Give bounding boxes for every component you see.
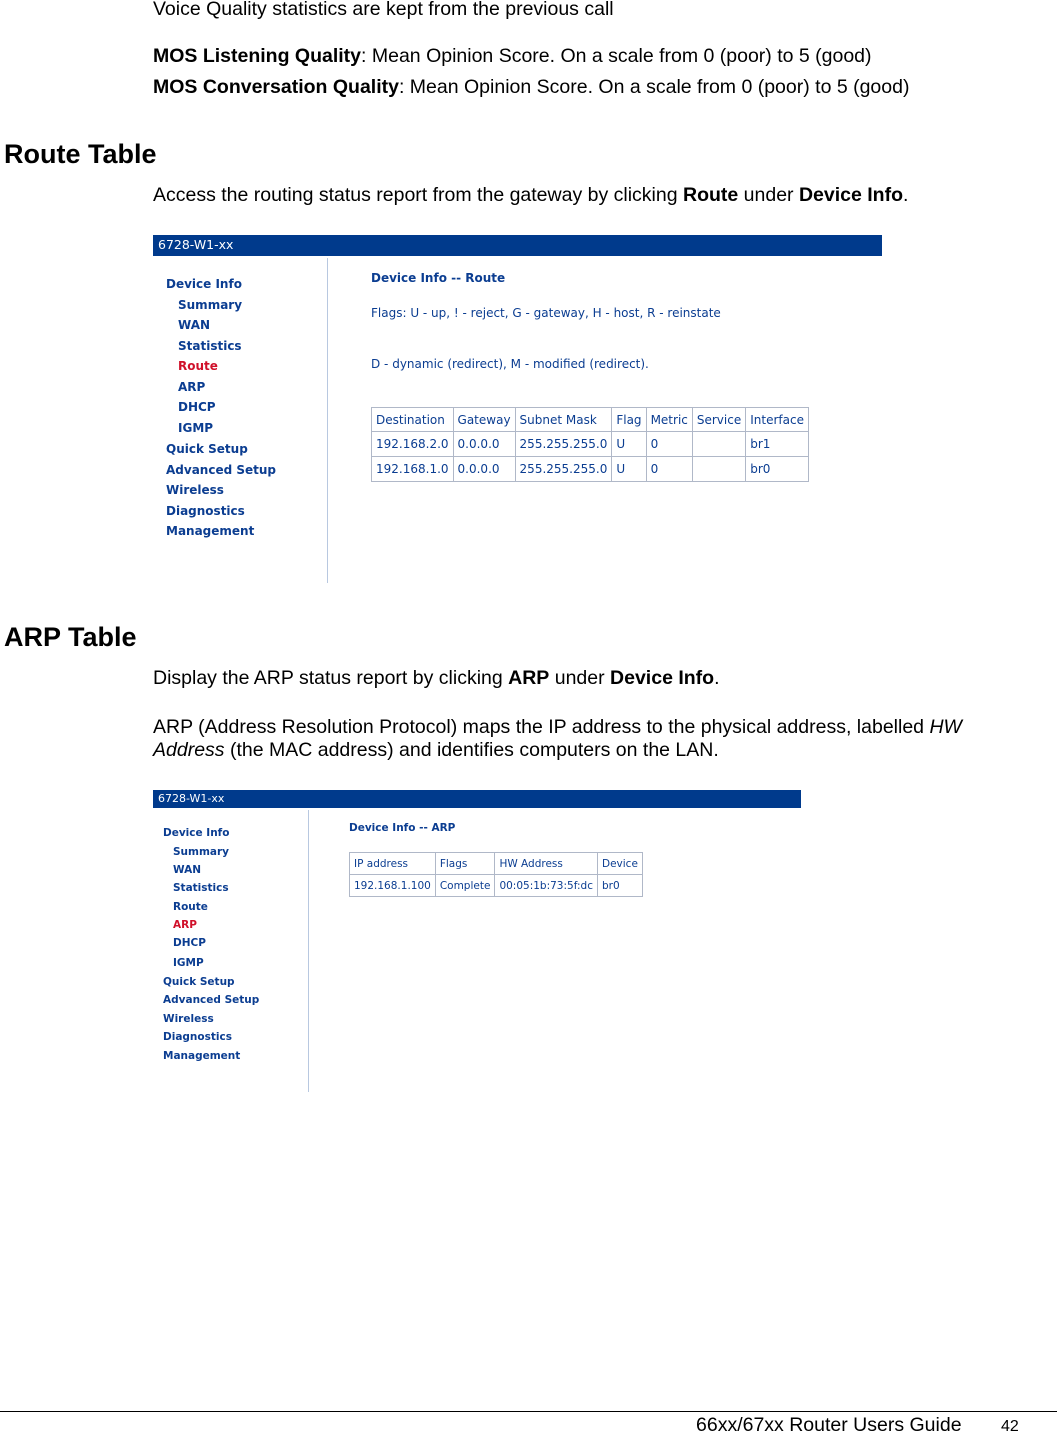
table-row — [372, 432, 809, 457]
voice-quality-note: Voice Quality statistics are kept from the previous call — [153, 0, 614, 20]
arp-table — [349, 852, 643, 897]
route-cell-subnet-mask: 255.255.255.0 — [515, 457, 612, 482]
footer-page-number: 42 — [1001, 1418, 1019, 1435]
route-flags-line2: D - dynamic (redirect), M - modified (redirect). — [371, 357, 649, 371]
route-instr-mid: under — [738, 184, 799, 206]
route-cell-interface: br1 — [746, 432, 809, 457]
arp-instr-mid: under — [549, 667, 611, 689]
route-table — [371, 407, 809, 482]
arp-cell-hw-address: 00:05:1b:73:5f:dc — [495, 875, 598, 897]
route-table-instructions — [153, 183, 908, 207]
arp-nav-dhcp[interactable]: DHCP — [173, 937, 206, 949]
route-cell-destination: 192.168.1.0 — [372, 457, 454, 482]
arp-instr-arp: ARP — [508, 667, 550, 689]
arp-nav-igmp[interactable]: IGMP — [173, 957, 204, 969]
mos-conversation-label: MOS Conversation Quality — [153, 76, 399, 98]
route-th-destination: Destination — [372, 408, 454, 432]
route-nav-diagnostics[interactable]: Diagnostics — [166, 504, 245, 518]
route-cell-destination: 192.168.2.0 — [372, 432, 454, 457]
arp-nav-arp[interactable]: ARP — [173, 919, 197, 931]
arp-instr-device-info: Device Info — [610, 667, 715, 689]
route-nav-arp[interactable]: ARP — [178, 380, 206, 394]
footer-rule — [0, 1411, 1057, 1412]
route-cell-gateway: 0.0.0.0 — [453, 432, 515, 457]
arp-desc-hw: HW — [929, 716, 962, 738]
route-instr-pre: Access the routing status report from the gateway by clicking — [153, 184, 683, 206]
route-table-heading: Route Table — [4, 139, 157, 169]
arp-instr-end: . — [714, 667, 720, 689]
mos-listening-line — [153, 44, 872, 68]
arp-th-hw-address: HW Address — [495, 853, 598, 875]
route-table-header-row — [372, 408, 809, 432]
arp-table-header-row — [350, 853, 643, 875]
arp-nav-statistics[interactable]: Statistics — [173, 882, 229, 894]
arp-cell-device: br0 — [598, 875, 643, 897]
route-nav-route[interactable]: Route — [178, 359, 218, 373]
route-nav-igmp[interactable]: IGMP — [178, 421, 214, 435]
table-row — [350, 875, 643, 897]
arp-th-flags: Flags — [435, 853, 495, 875]
route-cell-service — [692, 457, 745, 482]
route-nav-advanced-setup[interactable]: Advanced Setup — [166, 463, 277, 477]
route-cell-flag: U — [612, 457, 646, 482]
arp-nav-management[interactable]: Management — [163, 1050, 241, 1062]
route-cell-metric: 0 — [646, 457, 692, 482]
arp-nav-device-info[interactable]: Device Info — [163, 827, 230, 839]
route-instr-route: Route — [683, 184, 739, 206]
route-instr-end: . — [903, 184, 909, 206]
route-content-title: Device Info -- Route — [371, 271, 506, 285]
route-cell-gateway: 0.0.0.0 — [453, 457, 515, 482]
route-th-gateway: Gateway — [453, 408, 515, 432]
mos-conversation-line — [153, 75, 909, 99]
arp-nav-wireless[interactable]: Wireless — [163, 1013, 214, 1025]
arp-sidebar-divider — [308, 810, 309, 1092]
mos-listening-label: MOS Listening Quality — [153, 45, 362, 67]
route-sidebar-divider — [327, 258, 328, 583]
arp-table-instructions — [153, 666, 720, 690]
arp-table-heading: ARP Table — [4, 622, 137, 652]
route-cell-service — [692, 432, 745, 457]
arp-nav-summary[interactable]: Summary — [173, 846, 230, 858]
route-nav-wireless[interactable]: Wireless — [166, 483, 224, 497]
arp-description-line2 — [153, 738, 719, 762]
mos-listening-text: : Mean Opinion Score. On a scale from 0 (poor) to 5 (good) — [361, 45, 872, 67]
route-nav-statistics[interactable]: Statistics — [178, 339, 242, 353]
arp-screenshot — [153, 790, 801, 1093]
arp-description-line1 — [153, 715, 962, 739]
route-nav-summary[interactable]: Summary — [178, 298, 243, 312]
arp-instr-pre: Display the ARP status report by clicking — [153, 667, 509, 689]
arp-nav-route[interactable]: Route — [173, 901, 208, 913]
route-bar-title: 6728-W1-xx — [158, 237, 234, 252]
route-nav-wan[interactable]: WAN — [178, 318, 211, 332]
route-instr-device-info: Device Info — [798, 184, 904, 206]
mos-conversation-text: : Mean Opinion Score. On a scale from 0 (poor) to 5 (good) — [398, 76, 910, 98]
route-nav-device-info[interactable]: Device Info — [166, 277, 242, 291]
arp-th-ip-address: IP address — [350, 853, 436, 875]
arp-title-bar — [153, 790, 801, 808]
arp-desc-pre: ARP (Address Resolution Protocol) maps the IP address to the physical address, labelled — [153, 716, 930, 738]
route-th-subnet-mask: Subnet Mask — [515, 408, 612, 432]
route-nav-dhcp[interactable]: DHCP — [178, 400, 216, 414]
route-th-service: Service — [692, 408, 745, 432]
footer-guide-title: 66xx/67xx Router Users Guide — [696, 1414, 962, 1436]
arp-nav-wan[interactable]: WAN — [173, 864, 202, 876]
arp-desc-address: Address — [153, 739, 225, 761]
route-cell-flag: U — [612, 432, 646, 457]
arp-th-device: Device — [598, 853, 643, 875]
arp-bar-title: 6728-W1-xx — [158, 792, 225, 805]
route-th-flag: Flag — [612, 408, 646, 432]
route-screenshot — [153, 235, 882, 585]
route-title-bar — [153, 235, 882, 256]
route-nav-management[interactable]: Management — [166, 524, 255, 538]
route-th-metric: Metric — [646, 408, 692, 432]
route-cell-metric: 0 — [646, 432, 692, 457]
route-flags-line1: Flags: U - up, ! - reject, G - gateway, H - host, R - reinstate — [371, 306, 721, 320]
route-th-interface: Interface — [746, 408, 809, 432]
arp-nav-advanced-setup[interactable]: Advanced Setup — [163, 994, 260, 1006]
arp-cell-flags: Complete — [435, 875, 495, 897]
arp-desc-rest: (the MAC address) and identifies computers on the LAN. — [224, 739, 719, 761]
route-cell-interface: br0 — [746, 457, 809, 482]
arp-cell-ip-address: 192.168.1.100 — [350, 875, 436, 897]
arp-content-title: Device Info -- ARP — [349, 822, 456, 834]
arp-nav-quick-setup[interactable]: Quick Setup — [163, 976, 235, 988]
arp-nav-diagnostics[interactable]: Diagnostics — [163, 1031, 232, 1043]
route-cell-subnet-mask: 255.255.255.0 — [515, 432, 612, 457]
route-nav-quick-setup[interactable]: Quick Setup — [166, 442, 248, 456]
table-row — [372, 457, 809, 482]
